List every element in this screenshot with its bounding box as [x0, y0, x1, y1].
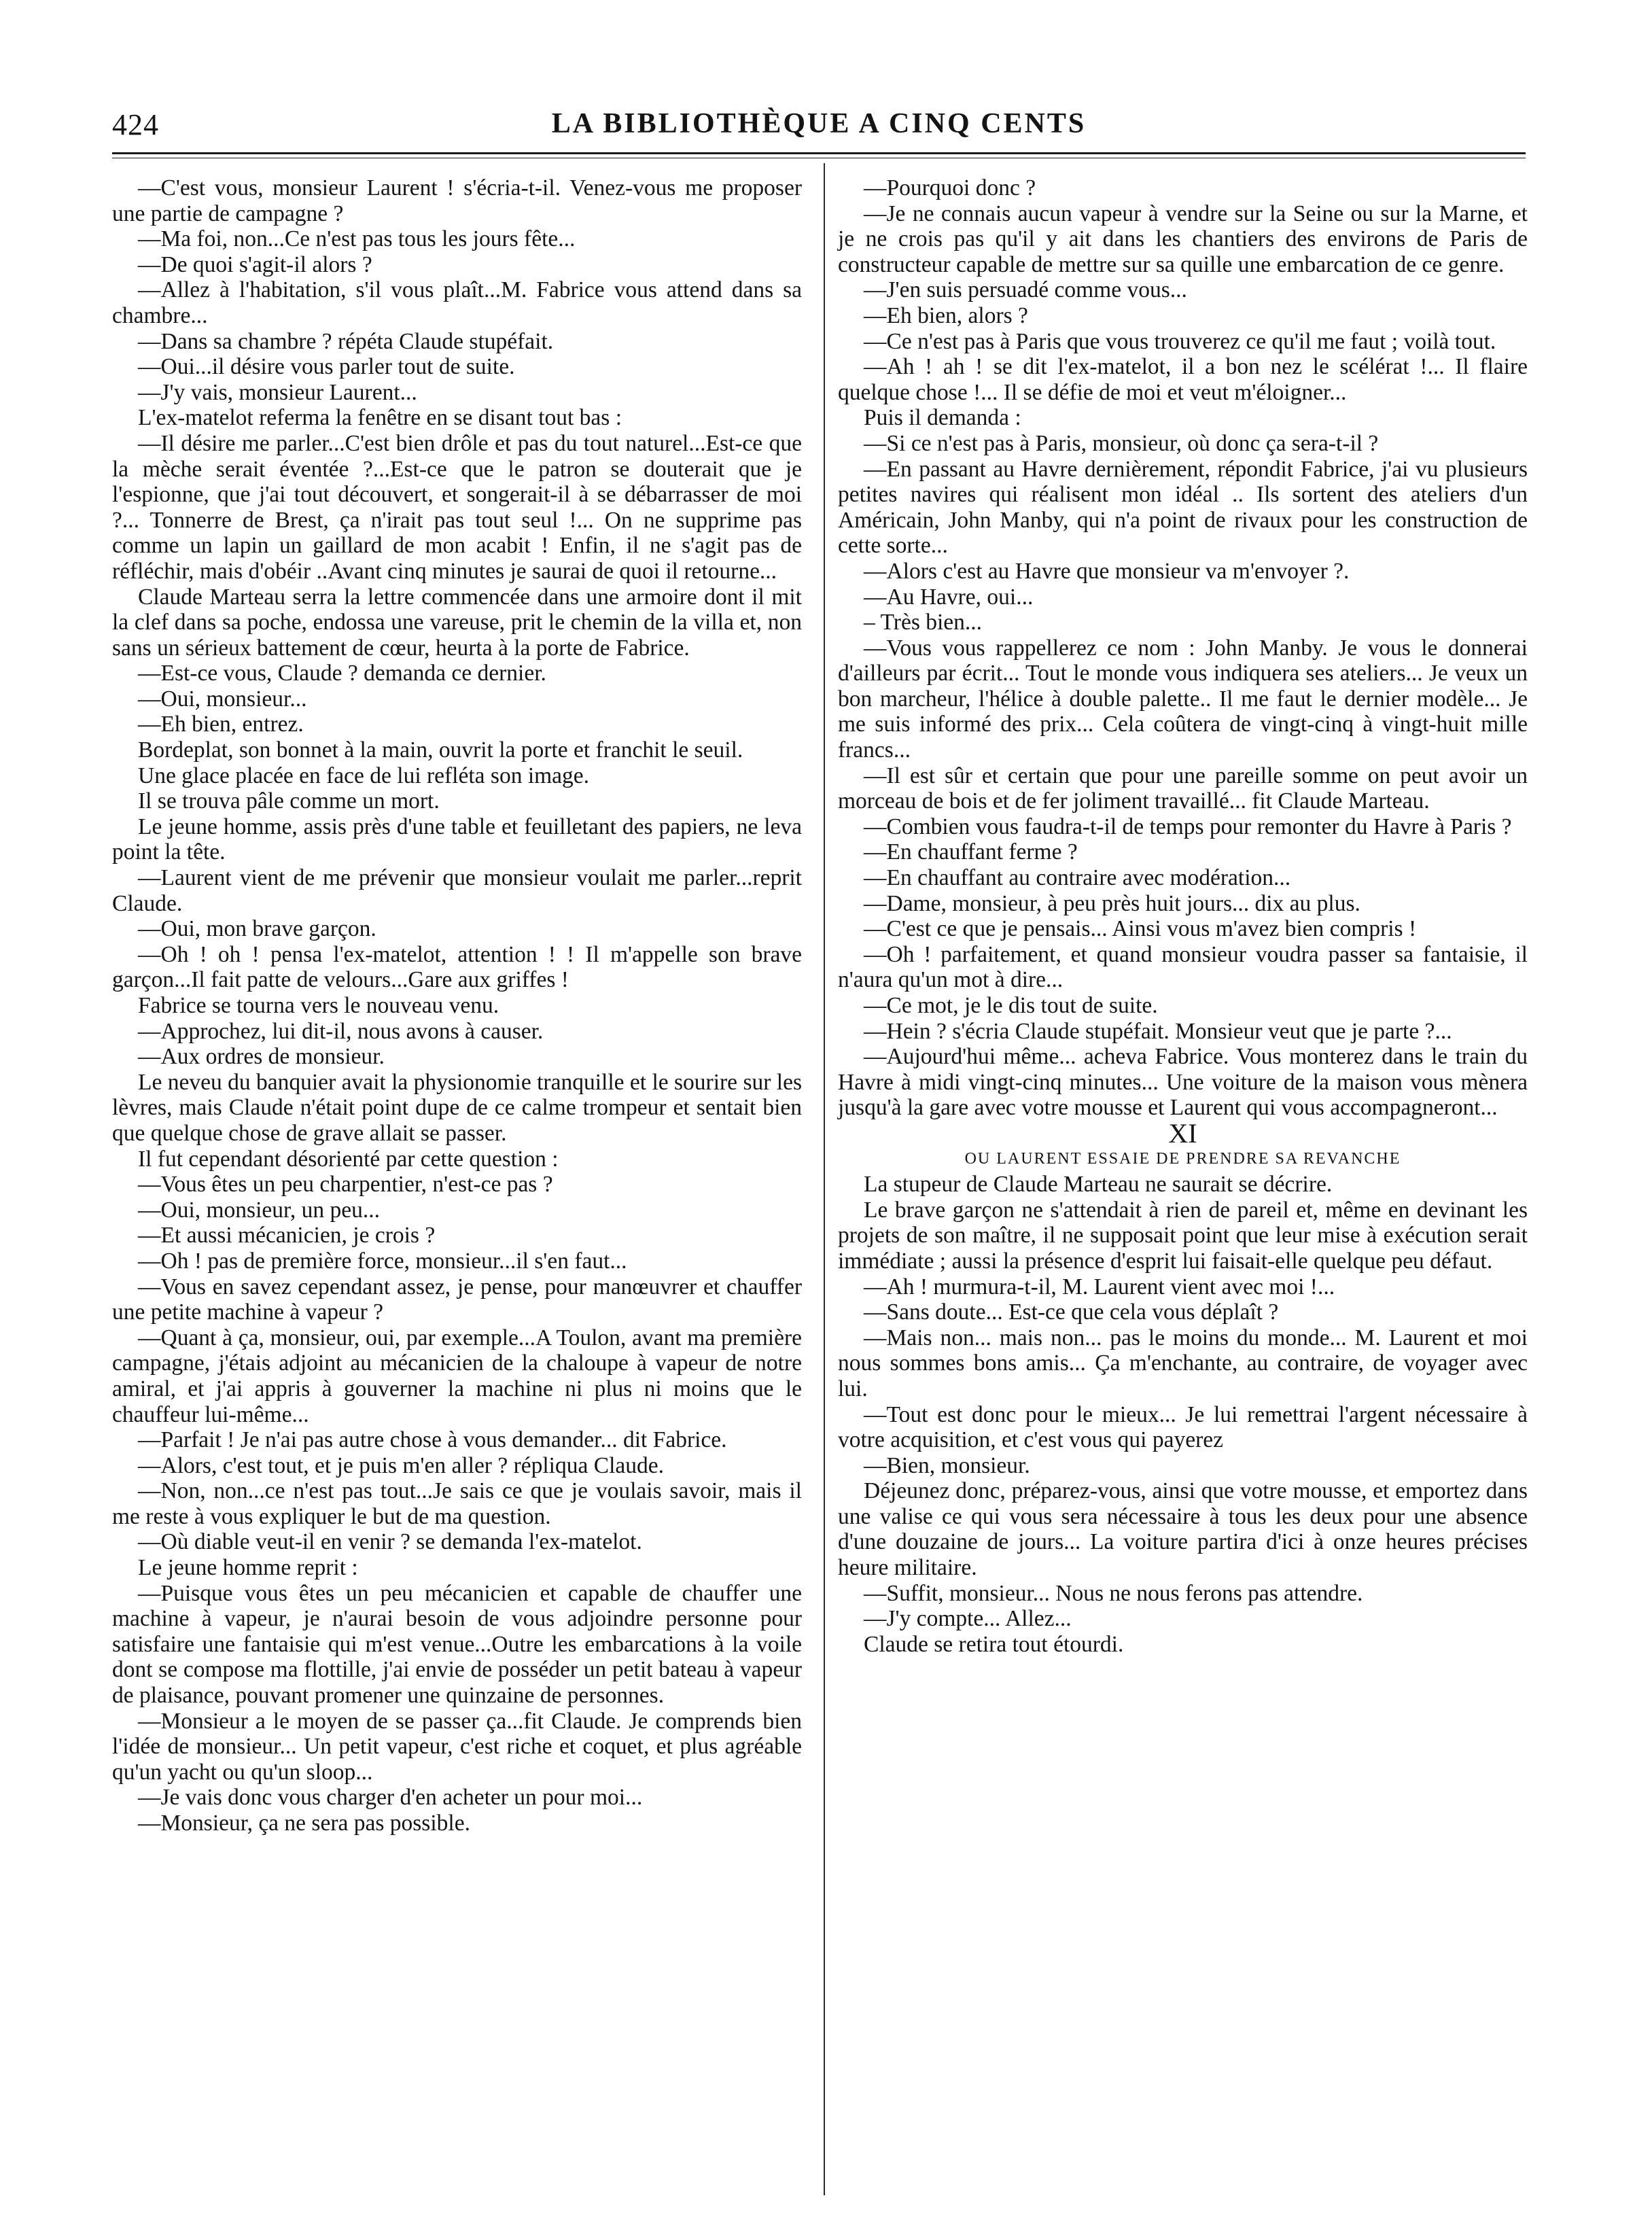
paragraph: —Suffit, monsieur... Nous ne nous ferons pas attendre. [864, 1580, 1363, 1606]
left-column [112, 175, 802, 1836]
paragraph: —Laurent vient de me prévenir que monsieur voulait me parler...reprit Claude. [112, 865, 802, 916]
paragraph: —Ma foi, non...Ce n'est pas tous les jours fête... [138, 226, 576, 252]
paragraph: —Oui, monsieur, un peu... [138, 1197, 380, 1223]
paragraph: Bordeplat, son bonnet à la main, ouvrit la porte et franchit le seuil. [138, 737, 743, 763]
paragraph: —Sans doute... Est-ce que cela vous déplaît ? [864, 1299, 1279, 1325]
paragraph: —En chauffant au contraire avec modération... [864, 865, 1291, 891]
paragraph: —Parfait ! Je n'ai pas autre chose à vous demander... dit Fabrice. [138, 1427, 727, 1453]
paragraph: —C'est vous, monsieur Laurent ! s'écria-t-il. Venez-vous me proposer une partie de campagne ? [112, 175, 802, 226]
paragraph: —Ah ! murmura-t-il, M. Laurent vient avec moi !... [864, 1274, 1335, 1299]
paragraph: —Si ce n'est pas à Paris, monsieur, où donc ça sera-t-il ? [864, 430, 1379, 456]
paragraph: L'ex-matelot referma la fenêtre en se disant tout bas : [138, 405, 622, 431]
right-column-text-before-chapter [838, 175, 1528, 1121]
paragraph: —Dans sa chambre ? répéta Claude stupéfait. [138, 328, 554, 354]
paragraph: Claude Marteau serra la lettre commencée dans une armoire dont il mit la clef dans sa poche, endossa une vareuse, prit le chemin de la villa et, non sans un sérieux battement de cœur, heurta à la porte de Fabrice. [112, 584, 802, 661]
paragraph: —Ah ! ah ! se dit l'ex-matelot, il a bon nez le scélérat !... Il flaire quelque chose !... Il se défie de moi et veut m'éloigner... [838, 354, 1528, 405]
paragraph: —Au Havre, oui... [864, 584, 1034, 610]
paragraph: —C'est ce que je pensais... Ainsi vous m'avez bien compris ! [864, 916, 1417, 942]
paragraph: Fabrice se tourna vers le nouveau venu. [138, 993, 499, 1018]
paragraph: Il fut cependant désorienté par cette question : [138, 1146, 559, 1172]
paragraph: Claude se retira tout étourdi. [864, 1631, 1124, 1657]
chapter-title: OU LAURENT ESSAIE DE PRENDRE SA REVANCHE [964, 1149, 1401, 1168]
paragraph: —Allez à l'habitation, s'il vous plaît...M. Fabrice vous attend dans sa chambre... [112, 277, 802, 328]
paragraph: —Alors, c'est tout, et je puis m'en aller ? répliqua Claude. [138, 1452, 664, 1478]
paragraph: —J'en suis persuadé comme vous... [864, 277, 1187, 303]
paragraph: —J'y vais, monsieur Laurent... [138, 379, 417, 405]
paragraph: —Oh ! oh ! pensa l'ex-matelot, attention ! ! Il m'appelle son brave garçon...Il fait patte de velours...Gare aux griffes ! [112, 941, 802, 993]
page-header [112, 102, 1526, 150]
paragraph: —J'y compte... Allez... [864, 1606, 1072, 1632]
column-divider [824, 163, 825, 2195]
paragraph: —Je vais donc vous charger d'en acheter un pour moi... [138, 1785, 643, 1811]
paragraph: – Très bien... [864, 610, 983, 635]
paragraph: —Combien vous faudra-t-il de temps pour remonter du Havre à Paris ? [864, 814, 1512, 839]
paragraph: —Oui, mon brave garçon. [138, 916, 376, 942]
paragraph: —Hein ? s'écria Claude stupéfait. Monsieur veut que je parte ?... [864, 1018, 1452, 1044]
paragraph: Il se trouva pâle comme un mort. [138, 788, 440, 814]
paragraph: —Oui...il désire vous parler tout de suite. [138, 354, 515, 380]
right-column [838, 175, 1528, 1657]
right-column-text-after-chapter [838, 1172, 1528, 1657]
paragraph: —Aux ordres de monsieur. [138, 1044, 385, 1070]
paragraph: —Alors c'est au Havre que monsieur va m'envoyer ?. [864, 558, 1350, 584]
paragraph: —Non, non...ce n'est pas tout...Je sais ce que je voulais savoir, mais il me reste à vous expliquer le but de ma question. [112, 1478, 802, 1529]
paragraph: —Ce mot, je le dis tout de suite. [864, 993, 1158, 1018]
paragraph: —Où diable veut-il en venir ? se demanda l'ex-matelot. [138, 1529, 642, 1555]
paragraph: —Ce n'est pas à Paris que vous trouverez ce qu'il me faut ; voilà tout. [864, 328, 1496, 354]
paragraph: La stupeur de Claude Marteau ne saurait se décrire. [864, 1172, 1333, 1198]
paragraph: —Vous en savez cependant assez, je pense, pour manœuvrer et chauffer une petite machine à vapeur ? [112, 1274, 802, 1325]
paragraph: —Il est sûr et certain que pour une pareille somme on peut avoir un morceau de bois et de fer joliment travaillé... fit Claude Marteau. [838, 763, 1528, 814]
paragraph: —Approchez, lui dit-il, nous avons à causer. [138, 1018, 544, 1044]
paragraph: —Oui, monsieur... [138, 686, 307, 712]
paragraph: —De quoi s'agit-il alors ? [138, 251, 372, 277]
page-number: 424 [112, 108, 159, 141]
paragraph: —Monsieur, ça ne sera pas possible. [138, 1811, 470, 1836]
paragraph: —Vous êtes un peu charpentier, n'est-ce pas ? [138, 1172, 553, 1198]
paragraph: —Il désire me parler...C'est bien drôle et pas du tout naturel...Est-ce que la mèche serait éventée ?...Est-ce que le patron se douterait que je l'espionne, que j'ai tout découvert, et songerait-il à se débarrasser de moi ?... Tonnerre de Brest, ça n'irait pas tout seul !... On ne supprime pas comme un lapin un gaillard de mon acabit ! Enfin, il ne s'agit pas de réfléchir, mais d'obéir ..Avant cinq minutes je saurai de quoi il retourne... [112, 430, 802, 584]
paragraph: —Eh bien, entrez. [138, 712, 304, 737]
paragraph: —Vous vous rappellerez ce nom : John Manby. Je vous le donnerai d'ailleurs par écrit... Tout le monde vous indiquera ses ateliers... Je veux un bon marcheur, l'hélice à double palette.. Il me faut le dernier modèle... Je me suis informé des prix... Cela coûtera de vingt-cinq à vingt-huit mille francs... [838, 635, 1528, 763]
paragraph: Puis il demanda : [864, 405, 1021, 431]
paragraph: —Monsieur a le moyen de se passer ça...fit Claude. Je comprends bien l'idée de monsieur... Un petit vapeur, c'est riche et coquet, et plus agréable qu'un yacht ou qu'un sloop... [112, 1708, 802, 1785]
chapter-number: XI [1168, 1117, 1197, 1149]
paragraph: Le neveu du banquier avait la physionomie tranquille et le sourire sur les lèvres, mais Claude n'était point dupe de ce calme trompeur et sentait bien que quelque chose de grave allait se passer. [112, 1069, 802, 1146]
paragraph: —Aujourd'hui même... acheva Fabrice. Vous monterez dans le train du Havre à midi vingt-cinq minutes... Une voiture de la maison vous mènera jusqu'à la gare avec votre mousse et Laurent qui vous accompagneront... [838, 1044, 1528, 1121]
paragraph: —Mais non... mais non... pas le moins du monde... M. Laurent et moi nous sommes bons amis... Ça m'enchante, au contraire, de voyager avec lui. [838, 1325, 1528, 1401]
paragraph: —Puisque vous êtes un peu mécanicien et capable de chauffer une machine à vapeur, je n'aurai besoin de vous adjoindre personne pour satisfaire une fantaisie qui m'est venue...Outre les embarcations à la voile dont se compose ma flottille, j'ai envie de posséder un petit bateau à vapeur de plaisance, pouvant promener une quinzaine de personnes. [112, 1580, 802, 1709]
paragraph: —Tout est donc pour le mieux... Je lui remettrai l'argent nécessaire à votre acquisition, et c'est vous qui payerez [838, 1401, 1528, 1453]
paragraph: —Pourquoi donc ? [864, 175, 1036, 200]
paragraph: —Je ne connais aucun vapeur à vendre sur la Seine ou sur la Marne, et je ne crois pas qu'il y ait dans les chantiers des environs de Paris de constructeur capable de mettre sur sa quille une embarcation de ce genre. [838, 200, 1528, 277]
paragraph: Le jeune homme reprit : [138, 1555, 358, 1581]
paragraph: —En chauffant ferme ? [864, 839, 1078, 865]
paragraph: —Est-ce vous, Claude ? demanda ce dernier. [138, 661, 546, 686]
paragraph: —Oh ! pas de première force, monsieur...il s'en faut... [138, 1248, 627, 1274]
paragraph: —Quant à ça, monsieur, oui, par exemple...A Toulon, avant ma première campagne, j'étais adjoint au mécanicien de la chaloupe à vapeur de notre amiral, et j'ai appris à gouverner la machine ni plus ni moins que le chauffeur lui-même... [112, 1325, 802, 1427]
header-rule [112, 152, 1526, 154]
paragraph: —Eh bien, alors ? [864, 302, 1028, 328]
paragraph: Déjeunez donc, préparez-vous, ainsi que votre mousse, et emportez dans une valise ce qui vous sera nécessaire à tous les deux pour une absence d'une douzaine de jours... La voiture partira d'ici à onze heures précises heure militaire. [838, 1478, 1528, 1581]
paragraph: —Bien, monsieur. [864, 1452, 1030, 1478]
paragraph: —En passant au Havre dernièrement, répondit Fabrice, j'ai vu plusieurs petites navires qui réalisent mon idéal .. Ils sortent des ateliers d'un Américain, John Manby, qui n'a point de rivaux pour les construction de cette sorte... [838, 456, 1528, 559]
paragraph: —Dame, monsieur, à peu près huit jours... dix au plus. [864, 890, 1360, 916]
paragraph: Le jeune homme, assis près d'une table et feuilletant des papiers, ne leva point la tête. [112, 814, 802, 865]
paragraph: —Et aussi mécanicien, je crois ? [138, 1223, 436, 1249]
paragraph: Une glace placée en face de lui refléta son image. [138, 763, 590, 788]
paragraph: Le brave garçon ne s'attendait à rien de pareil et, même en devinant les projets de son maître, il ne supposait point que leur mise à exécution serait immédiate ; aussi la présence d'esprit lui faisait-elle quelque peu défaut. [838, 1197, 1528, 1274]
paragraph: —Oh ! parfaitement, et quand monsieur voudra passer sa fantaisie, il n'aura qu'un mot à dire... [838, 941, 1528, 993]
running-title: LA BIBLIOTHÈQUE A CINQ CENTS [551, 108, 1087, 139]
